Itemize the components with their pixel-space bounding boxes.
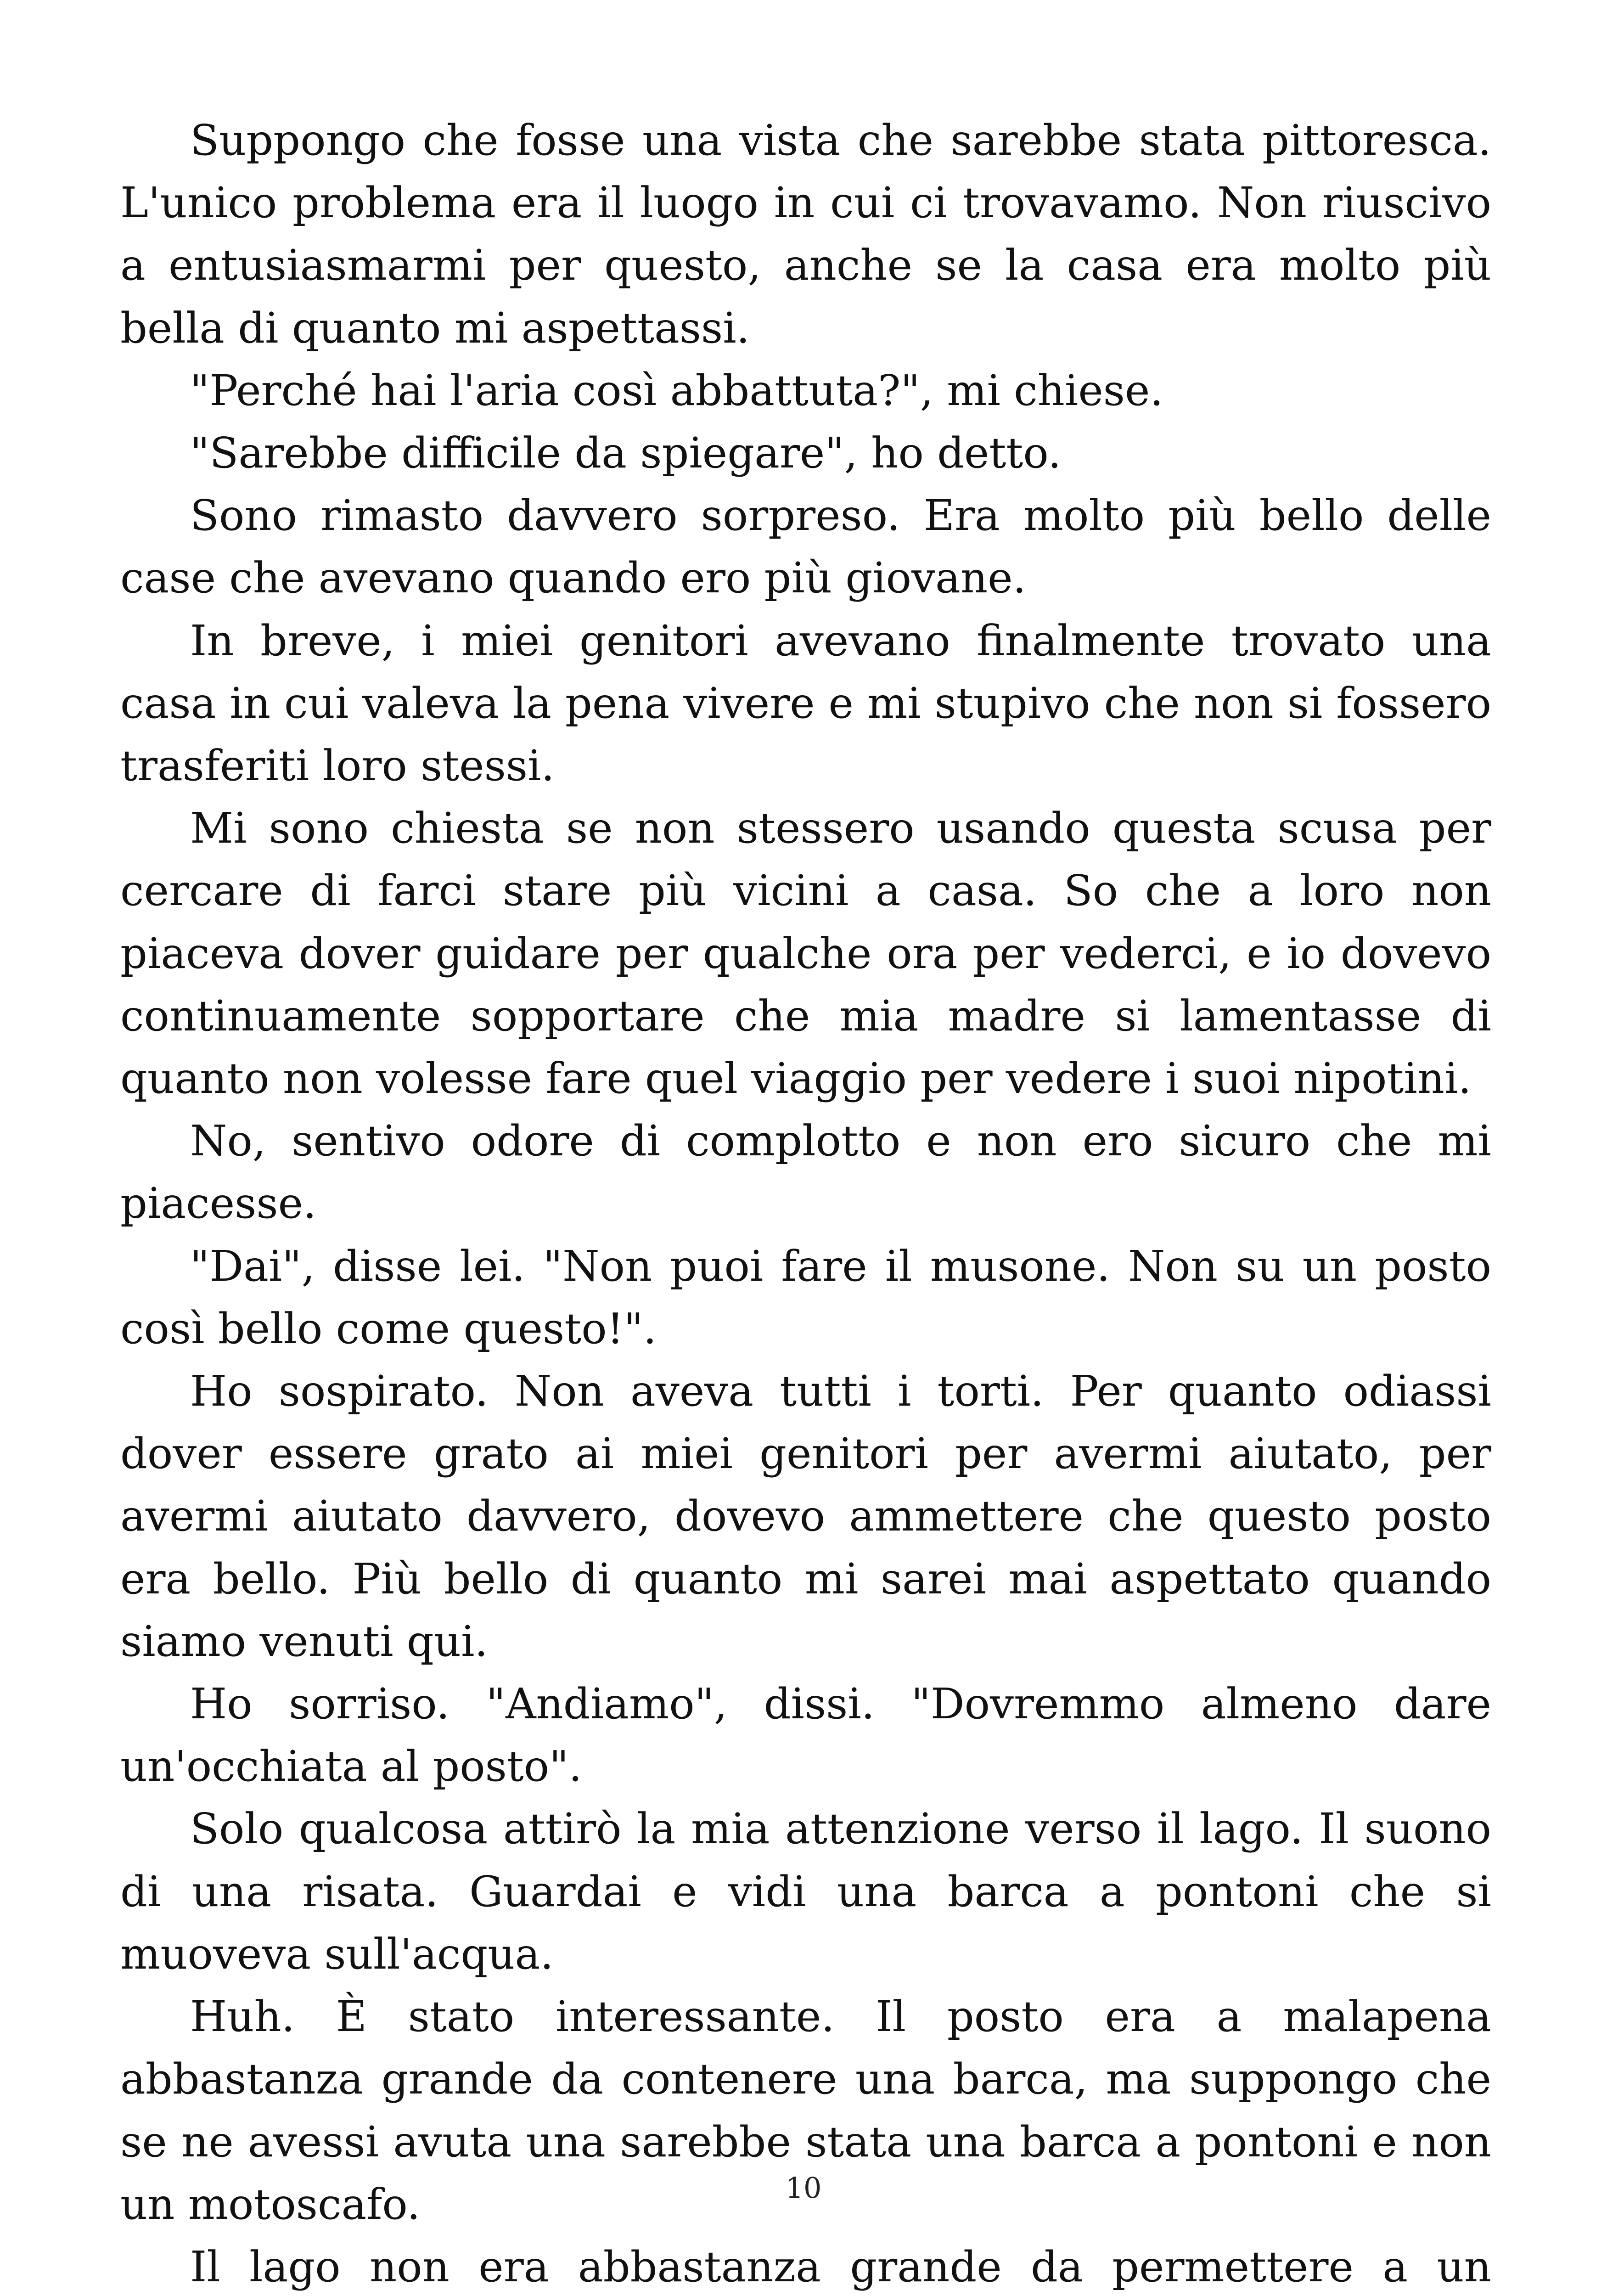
paragraph: Il lago non era abbastanza grande da permettere a un	[190, 2242, 1491, 2291]
paragraph: Mi sono chiesta se non stessero usando questa scusa per cercare di farci stare più vicini a casa. So che a loro non piaceva dover guidare per qualche ora per vederci, e io dovevo continuamente sopportare che mia madre si lamentasse di quanto non volesse fare quel viaggio per vedere i suoi nipotini.	[120, 804, 1491, 1103]
paragraph: In breve, i miei genitori avevano finalmente trovato una casa in cui valeva la pena vivere e mi stupivo che non si fossero trasferiti loro stessi.	[120, 616, 1491, 791]
paragraph: Sono rimasto davvero sorpreso. Era molto più bello delle case che avevano quando ero più giovane.	[120, 491, 1491, 603]
paragraph: Huh. È stato interessante. Il posto era a malapena abbastanza grande da contenere una barca, ma suppongo che se ne avessi avuta una sarebbe stata una barca a pontoni e non un motoscafo.	[120, 1992, 1491, 2229]
page-number: 10	[785, 2171, 822, 2205]
paragraph: Ho sorriso. "Andiamo", dissi. "Dovremmo almeno dare un'occhiata al posto".	[120, 1679, 1491, 1791]
paragraph: Ho sospirato. Non aveva tutti i torti. Per quanto odiassi dover essere grato ai miei genitori per avermi aiutato, per avermi aiutato davvero, dovevo ammettere che questo posto era bello. Più bello di quanto mi sarei mai aspettato quando siamo venuti qui.	[120, 1367, 1491, 1666]
paragraph: Solo qualcosa attirò la mia attenzione verso il lago. Il suono di una risata. Guardai e vidi una barca a pontoni che si muoveva sull'acqua.	[120, 1804, 1491, 1979]
paragraph: Suppongo che fosse una vista che sarebbe stata pittoresca. L'unico problema era il luogo in cui ci trovavamo. Non riuscivo a entusiasmarmi per questo, anche se la casa era molto più bella di quanto mi aspettassi.	[120, 116, 1491, 353]
paragraph: "Perché hai l'aria così abbattuta?", mi chiese.	[190, 366, 1163, 415]
paragraph: No, sentivo odore di complotto e non ero sicuro che mi piacesse.	[120, 1116, 1491, 1228]
paragraph: "Dai", disse lei. "Non puoi fare il musone. Non su un posto così bello come questo!".	[120, 1241, 1491, 1353]
paragraph: "Sarebbe difficile da spiegare", ho detto.	[190, 428, 1062, 478]
page-body	[120, 109, 1491, 2296]
